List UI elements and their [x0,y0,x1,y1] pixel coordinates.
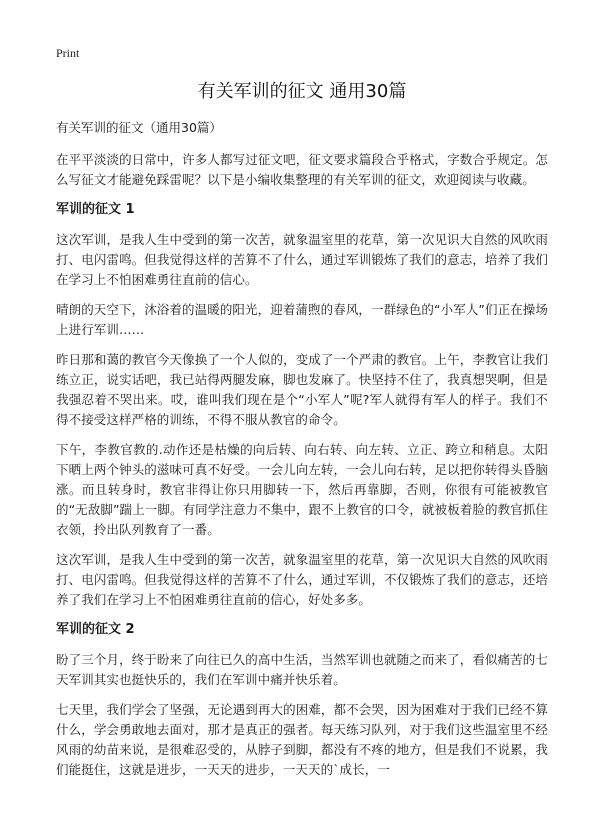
intro-paragraph: 在平平淡淡的日常中，许多人都写过征文吧，征文要求篇段合乎格式，字数合乎规定。怎么写征文才能避免踩雷呢？以下是小编收集整理的有关军训的征文，欢迎阅读与收藏。 [56,152,548,187]
section-2 [56,620,548,780]
print-link[interactable]: Print [56,46,80,60]
page-title: 有关军训的征文 通用30篇 [197,81,407,102]
section-paragraph: 晴朗的天空下，沐浴着的温暖的阳光，迎着蒲煦的春风，一群绿色的“小军人”们正在操场上进行军训…… [56,302,548,337]
section-paragraph: 这次军训，是我人生中受到的第一次苦，就象温室里的花草，第一次见识大自然的风吹雨打、电闪雷鸣。但我觉得这样的苦算不了什么，通过军训，不仅锻炼了我们的意志，还培养了我们在学习上不怕困难勇往直前的信心，好处多多。 [56,552,548,607]
section-paragraph: 昨日那和蔼的教官今天像换了一个人似的，变成了一个严肃的教官。上午，李教官让我们练立正，说实话吧，我已站得两腿发麻，脚也发麻了。快坚持不住了，我真想哭啊，但是我强忍着不哭出来。哎，谁叫我们现在是个“小军人”呢?军人就得有军人的样子。我们不得不接受这样严格的训练，不得不服从教官的命令。 [56,352,548,427]
section-heading: 军训的征文 2 [56,622,135,637]
section-1 [56,200,548,610]
section-paragraph: 下午，李教官教的.动作还是枯燥的向后转、向右转、向左转、立正、跨立和稍息。太阳下晒上两个钟头的滋味可真不好受。一会儿向左转，一会儿向右转，足以把你转得头昏脑涨。而且转身时，教官非得让你只用脚转一下，然后再靠脚，否则，你很有可能被教官的“无敌脚”踹上一脚。有同学注意力不集中，跟不上教官的口令，就被板着脸的教官抓住衣领，拎出队列教育了一番。 [56,442,548,537]
section-heading: 军训的征文 1 [56,202,135,217]
section-paragraph: 七天里，我们学会了坚强，无论遇到再大的困难，都不会哭，因为困难对于我们已经不算什么，学会勇敢地去面对，那才是真正的强者。每天练习队列，对于我们这些温室里不经风雨的幼苗来说，是很难忍受的，从脖子到脚，都没有不疼的地方，但是我们不说累，我们能挺住，这就是进步，一天天的进步，一天天的`成长，一 [56,702,548,777]
section-paragraph: 这次军训，是我人生中受到的第一次苦，就象温室里的花草，第一次见识大自然的风吹雨打、电闪雷鸣。但我觉得这样的苦算不了什么，通过军训锻炼了我们的意志，培养了我们在学习上不怕困难勇往直前的信心。 [56,232,548,287]
section-paragraph: 盼了三个月，终于盼来了向往已久的高中生活，当然军训也就随之而来了，看似痛苦的七天军训其实也挺快乐的，我们在军训中痛并快乐着。 [56,652,548,687]
document-subtitle: 有关军训的征文（通用30篇） [56,120,222,135]
document-body [56,150,548,790]
